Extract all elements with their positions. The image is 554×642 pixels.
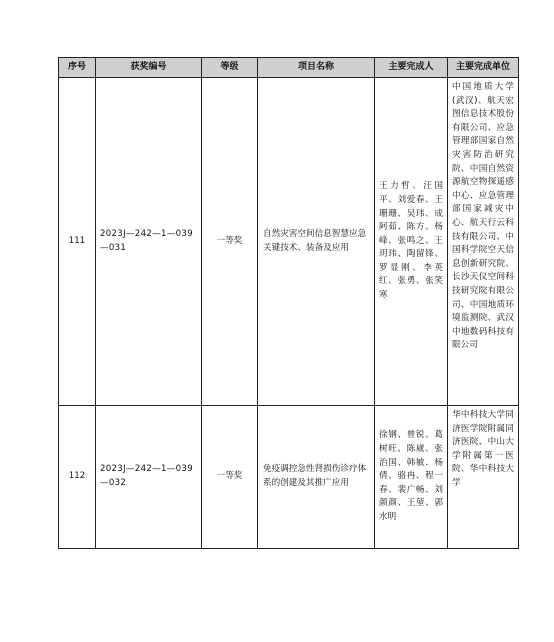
- header-people: 主要完成人: [375, 58, 448, 78]
- header-level: 等级: [202, 58, 258, 78]
- header-index: 序号: [59, 58, 96, 78]
- awards-table: [58, 57, 519, 549]
- header-code: 获奖编号: [96, 58, 202, 78]
- table-row: [59, 78, 519, 406]
- row-project-name: 自然灾害空间信息智慧应急关键技术、装备及应用: [258, 78, 375, 406]
- row-project-name: 免疫调控急性肾损伤诊疗体系的创建及其推广应用: [258, 406, 375, 549]
- table-header: [59, 58, 519, 78]
- table-body: [59, 78, 519, 549]
- row-main-people: 徐钢、曾锐、葛树旺、陈崴、张治国、韩敏、杨倩、骆冉、程一春、裴广畅、刘颜颜、王堃、郭水明: [375, 406, 448, 549]
- header-project: 项目名称: [258, 58, 375, 78]
- row-level: 一等奖: [202, 406, 258, 549]
- row-level: 一等奖: [202, 78, 258, 406]
- table-row: [59, 406, 519, 549]
- row-award-code: 2023J—242—1—039—031: [96, 78, 202, 406]
- row-index: 112: [59, 406, 96, 549]
- header-units: 主要完成单位: [448, 58, 519, 78]
- row-main-units: 华中科技大学同济医学院附属同济医院、中山大学附属第一医院、华中科技大学: [448, 406, 519, 549]
- header-row: [59, 58, 519, 78]
- row-award-code: 2023J—242—1—039—032: [96, 406, 202, 549]
- row-main-units: 中国地质大学(武汉)、航天宏图信息技术股份有限公司、应急管理部国家自然灾害防治研究院、中国自然资源航空物探遥感中心、应急管理部国家减灾中心、航天行云科技有限公司、中国科学院空天信息创新研究院、长沙天仪空间科技研究院有限公司、中国地质环境监测院、武汉中地数码科技有限公司: [448, 78, 519, 406]
- row-main-people: 王力哲、汪国平、刘爱春、王珊珊、吴玮、成阿茹、陈方、杨峰、张鸣之、王玥玮、陶留锋、罗显刚、李英红、张勇、张笑寒: [375, 78, 448, 406]
- row-index: 111: [59, 78, 96, 406]
